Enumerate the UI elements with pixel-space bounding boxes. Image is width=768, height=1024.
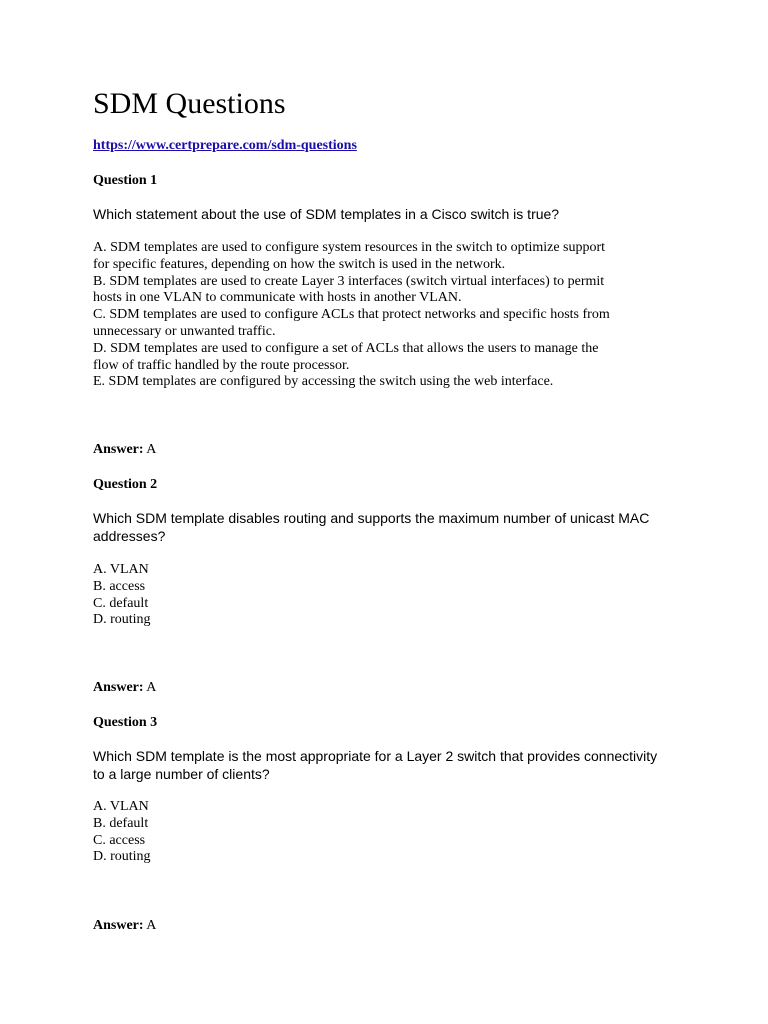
option-line: C. access xyxy=(93,832,146,848)
question-text-line: Which statement about the use of SDM templates in a Cisco switch is true? xyxy=(93,206,560,222)
page-title: SDM Questions xyxy=(93,87,286,120)
option-line: D. routing xyxy=(93,849,151,865)
option-line: A. SDM templates are used to configure system resources in the switch to optimize support xyxy=(93,240,606,255)
option-line: for specific features, depending on how the switch is used in the network. xyxy=(93,256,506,272)
answer-label: Answer: xyxy=(93,918,144,933)
question-1-text xyxy=(93,205,683,223)
answer-value: A xyxy=(146,918,157,933)
question-1-options xyxy=(93,240,683,391)
option-line: unnecessary or unwanted traffic. xyxy=(93,323,276,339)
option-line: B. access xyxy=(93,578,146,594)
option-line: A. VLAN xyxy=(93,799,149,814)
source-link[interactable]: https://www.certprepare.com/sdm-questions xyxy=(93,138,357,153)
question-text-line: addresses? xyxy=(93,528,166,544)
answer-value: A xyxy=(146,442,157,457)
option-line: C. default xyxy=(93,595,149,611)
question-3-text xyxy=(93,747,683,783)
question-2-options xyxy=(93,562,683,629)
question-3-options xyxy=(93,799,683,866)
answer-label: Answer: xyxy=(93,442,144,457)
question-3-heading: Question 3 xyxy=(93,715,158,730)
option-line: E. SDM templates are configured by accessing the switch using the web interface. xyxy=(93,374,554,390)
option-line: B. default xyxy=(93,815,149,831)
option-line: C. SDM templates are used to configure ACLs that protect networks and specific hosts from xyxy=(93,307,610,323)
option-line: B. SDM templates are used to create Layer 3 interfaces (switch virtual interfaces) to permit xyxy=(93,273,605,289)
question-2-heading: Question 2 xyxy=(93,477,158,492)
question-text-line: Which SDM template disables routing and supports the maximum number of unicast MAC xyxy=(93,510,650,526)
question-1-answer xyxy=(93,441,156,459)
option-line: D. SDM templates are used to configure a set of ACLs that allows the users to manage the xyxy=(93,340,599,356)
option-line: A. VLAN xyxy=(93,562,149,577)
option-line: hosts in one VLAN to communicate with hosts in another VLAN. xyxy=(93,290,462,306)
question-2-answer xyxy=(93,679,156,697)
option-line: flow of traffic handled by the route processor. xyxy=(93,357,350,373)
question-text-line: Which SDM template is the most appropriate for a Layer 2 switch that provides connectivity xyxy=(93,748,658,764)
question-text-line: to a large number of clients? xyxy=(93,766,270,782)
option-line: D. routing xyxy=(93,612,151,628)
answer-label: Answer: xyxy=(93,680,144,695)
answer-value: A xyxy=(146,680,157,695)
question-3-answer xyxy=(93,917,156,935)
question-1-heading: Question 1 xyxy=(93,173,158,188)
question-2-text xyxy=(93,509,683,545)
